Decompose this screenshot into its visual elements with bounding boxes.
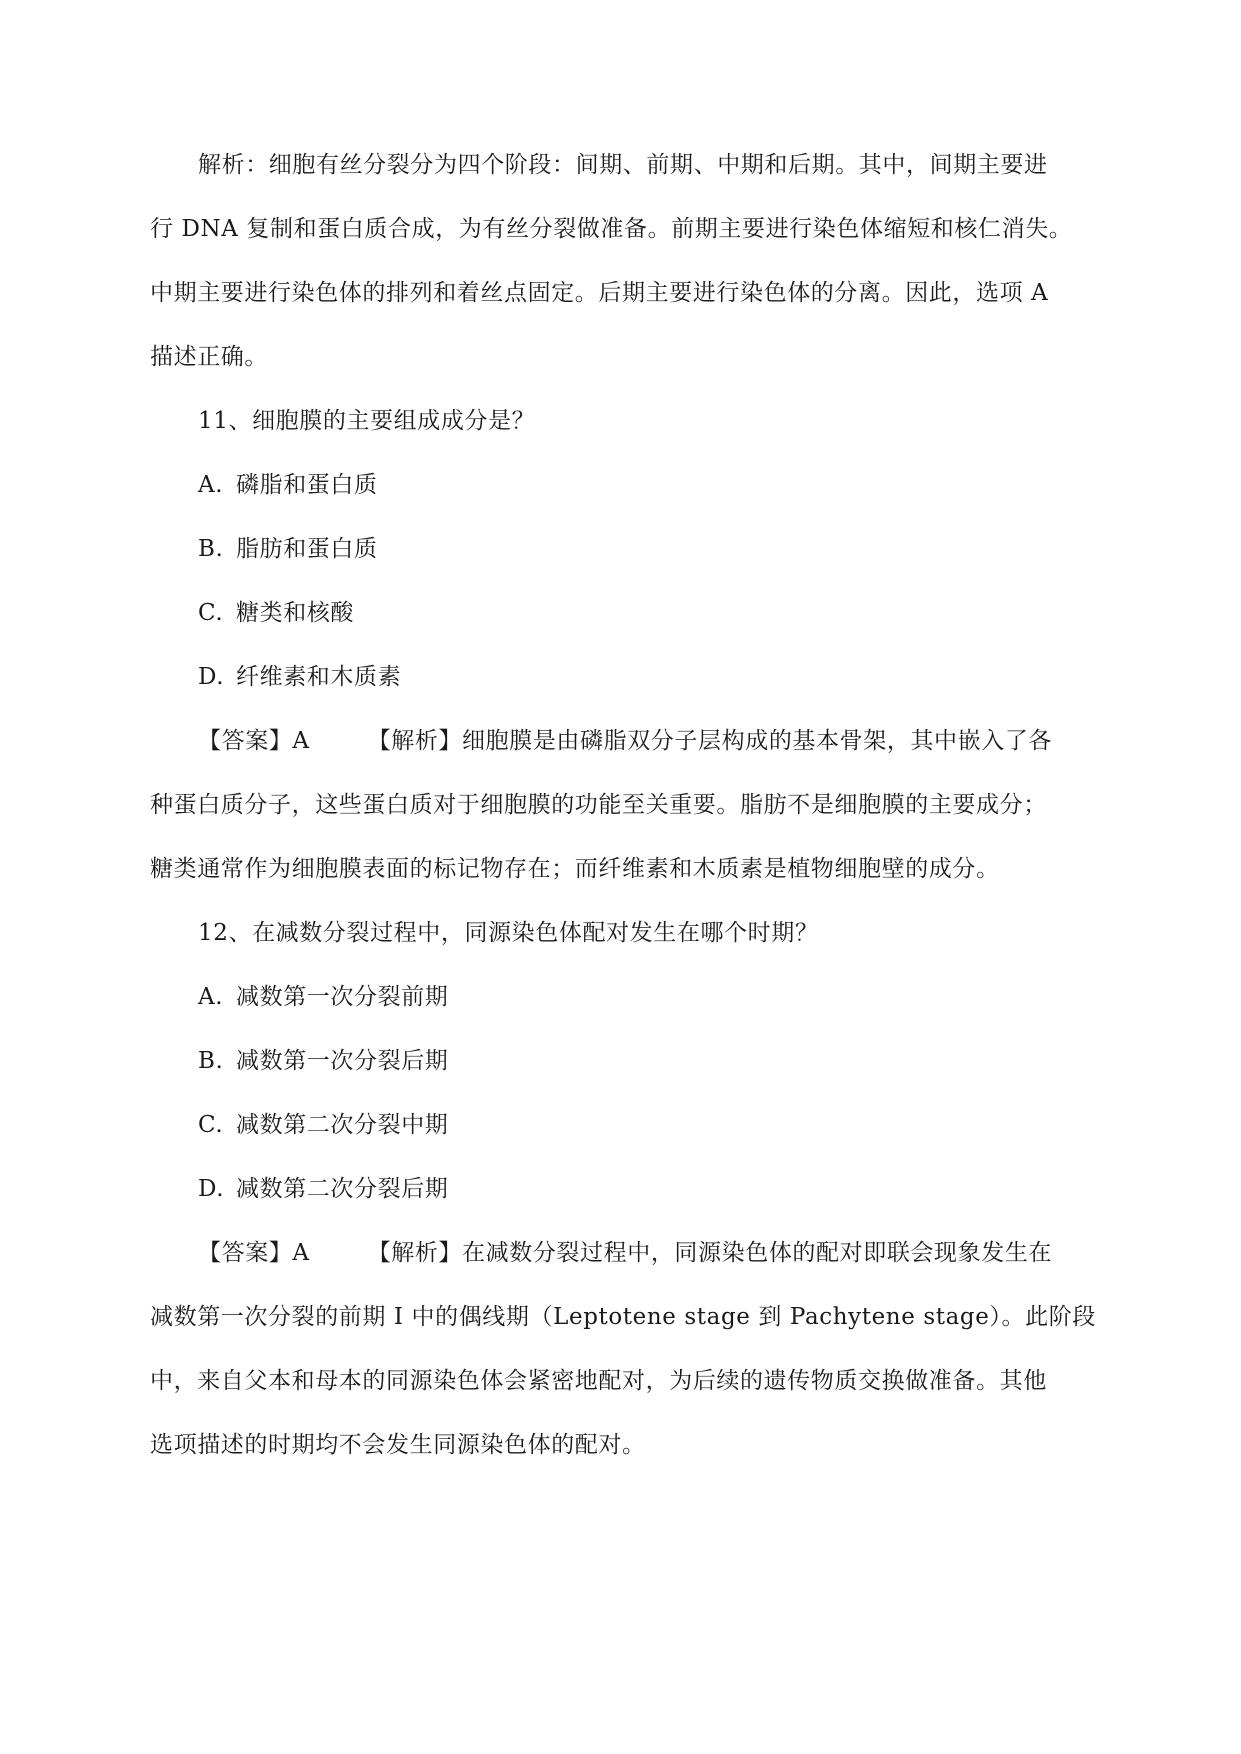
paragraph-line: 描述正确。 (150, 344, 268, 370)
paragraph-line: 中期主要进行染色体的排列和着丝点固定。后期主要进行染色体的分离。因此，选项 A (150, 280, 1049, 306)
option-letter: B. (198, 536, 224, 562)
question-12-title: 12、在减数分裂过程中，同源染色体配对发生在哪个时期？ (198, 920, 819, 946)
option-letter: D. (198, 664, 225, 690)
option-letter: A. (198, 472, 224, 498)
option-letter: C. (198, 1112, 224, 1138)
q11-option-d (198, 662, 401, 692)
option-letter: B. (198, 1048, 224, 1074)
option-text: 糖类和核酸 (236, 600, 354, 626)
option-text: 脂肪和蛋白质 (236, 536, 378, 562)
paragraph-line: 选项描述的时期均不会发生同源染色体的配对。 (150, 1432, 646, 1458)
q12-option-a (198, 982, 448, 1012)
option-letter: D. (198, 1176, 225, 1202)
option-text: 减数第二次分裂后期 (236, 1176, 449, 1202)
option-letter: A. (198, 984, 224, 1010)
option-text: 纤维素和木质素 (236, 664, 402, 690)
option-text: 减数第二次分裂中期 (236, 1112, 449, 1138)
paragraph-line: 糖类通常作为细胞膜表面的标记物存在；而纤维素和木质素是植物细胞壁的成分。 (150, 856, 1000, 882)
question-11-title: 11、细胞膜的主要组成成分是？ (198, 408, 536, 434)
answer-label: 【答案】A (198, 728, 310, 754)
q12-answer-line (198, 1238, 1052, 1268)
paragraph-line: 中，来自父本和母本的同源染色体会紧密地配对，为后续的遗传物质交换做准备。其他 (150, 1368, 1047, 1394)
option-letter: C. (198, 600, 224, 626)
q11-option-c (198, 598, 354, 628)
q12-option-d (198, 1174, 448, 1204)
option-text: 减数第一次分裂前期 (236, 984, 449, 1010)
paragraph-line: 减数第一次分裂的前期 I 中的偶线期（Leptotene stage 到 Pachytene stage）。此阶段 (150, 1304, 1096, 1330)
analysis-text: 【解析】细胞膜是由磷脂双分子层构成的基本骨架，其中嵌入了各 (367, 728, 1053, 754)
q12-option-b (198, 1046, 448, 1076)
analysis-text: 【解析】在减数分裂过程中，同源染色体的配对即联会现象发生在 (367, 1240, 1053, 1266)
q11-answer-line (198, 726, 1052, 756)
option-text: 减数第一次分裂后期 (236, 1048, 449, 1074)
q11-option-b (198, 534, 378, 564)
q11-option-a (198, 470, 378, 500)
paragraph-line: 解析：细胞有丝分裂分为四个阶段：间期、前期、中期和后期。其中，间期主要进 (198, 152, 1048, 178)
option-text: 磷脂和蛋白质 (236, 472, 378, 498)
q12-option-c (198, 1110, 448, 1140)
paragraph-line: 种蛋白质分子，这些蛋白质对于细胞膜的功能至关重要。脂肪不是细胞膜的主要成分； (150, 792, 1047, 818)
paragraph-line: 行 DNA 复制和蛋白质合成，为有丝分裂做准备。前期主要进行染色体缩短和核仁消失。 (150, 216, 1073, 242)
answer-label: 【答案】A (198, 1240, 310, 1266)
